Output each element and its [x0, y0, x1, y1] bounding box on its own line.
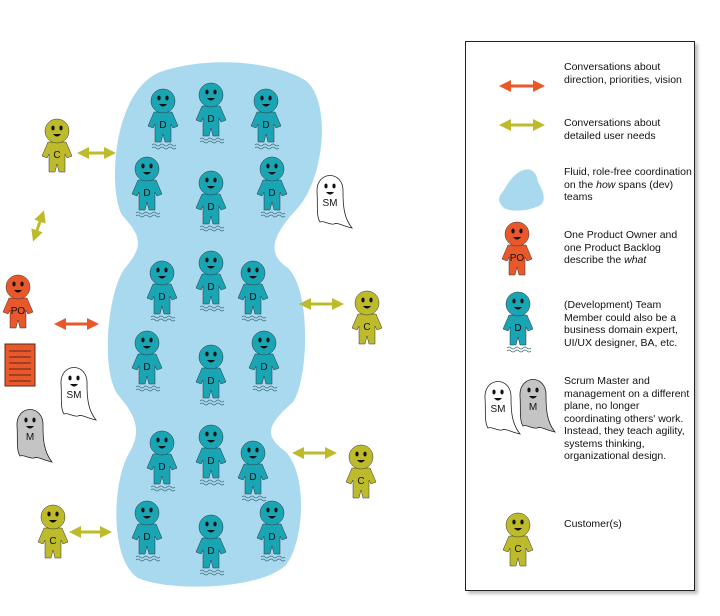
- figure-label: C: [514, 544, 522, 555]
- legend-blob-swatch: [499, 169, 544, 210]
- figure-label: C: [357, 476, 365, 487]
- figure-label: C: [53, 150, 61, 161]
- ghost-label: SM: [490, 404, 506, 415]
- ghost-label: M: [25, 432, 35, 443]
- person-figure: [503, 513, 533, 566]
- ghost-figure: [520, 380, 555, 433]
- figure-label: D: [207, 456, 215, 467]
- figure-label: D: [158, 292, 166, 303]
- figure-label: D: [158, 462, 166, 473]
- figure-label: PO: [509, 253, 525, 264]
- legend-fluid-text: Fluid, role-free coordination on the how spans (dev) teams: [564, 166, 692, 203]
- person-figure: [502, 222, 532, 275]
- figure-label: D: [207, 114, 215, 125]
- person-figure: [38, 505, 68, 558]
- figure-label: D: [143, 362, 151, 373]
- legend-panel: [465, 41, 695, 591]
- figure-label: C: [363, 322, 371, 333]
- figure-label: D: [207, 282, 215, 293]
- legend-po-text: One Product Owner and one Product Backlog describe the what: [564, 229, 678, 266]
- figure-label: D: [249, 292, 257, 303]
- figure-label: D: [249, 472, 257, 483]
- person-figure: [352, 291, 382, 344]
- figure-label: PO: [10, 306, 26, 317]
- legend-direction-text: Conversations about direction, priorities, vision: [564, 61, 682, 86]
- figure-label: D: [143, 188, 151, 199]
- figure-label: D: [143, 532, 151, 543]
- customer-po-arrow: [35, 216, 42, 236]
- ghost-figure: [485, 382, 520, 435]
- figure-label: D: [207, 546, 215, 557]
- figure-label: D: [514, 323, 522, 334]
- ghost-figure: [17, 410, 52, 463]
- legend-team-text: (Development) Team Member could also be a business domain expert, UI/UX designer, BA, etc.: [564, 299, 678, 349]
- ghost-label: SM: [66, 390, 82, 401]
- figure-label: D: [207, 202, 215, 213]
- ghost-label: SM: [322, 198, 338, 209]
- ghost-label: M: [528, 402, 538, 413]
- person-figure: [3, 275, 33, 328]
- figure-label: D: [159, 120, 167, 131]
- person-figure: [503, 292, 533, 352]
- figure-label: D: [260, 362, 268, 373]
- legend-customers-text: Customer(s): [564, 518, 622, 530]
- figure-label: D: [262, 120, 270, 131]
- figure-label: C: [49, 536, 57, 547]
- legend-detailed-text: Conversations about detailed user needs: [564, 117, 661, 142]
- person-figure: [346, 445, 376, 498]
- legend-sm-text: Scrum Master and management on a different plane, no longer coordinating others' work. Instead, they teach agility, systems thinking, organizational design.: [564, 375, 690, 462]
- person-figure: [42, 119, 72, 172]
- figure-label: D: [207, 376, 215, 387]
- figure-label: D: [268, 532, 276, 543]
- ghost-figure: [317, 176, 352, 229]
- product-backlog: [5, 344, 35, 386]
- figure-label: D: [268, 188, 276, 199]
- ghost-figure: [61, 368, 96, 421]
